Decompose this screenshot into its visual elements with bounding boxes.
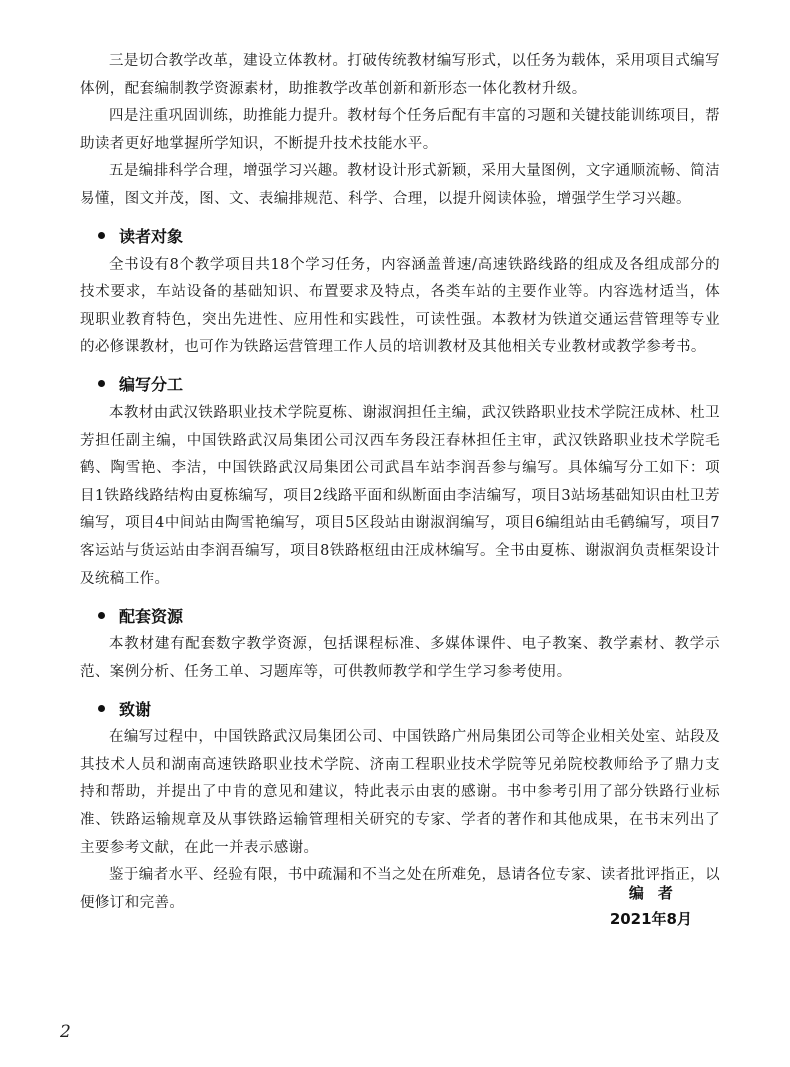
bullet-icon bbox=[98, 705, 105, 712]
bullet-icon bbox=[98, 380, 105, 387]
section-heading-readers bbox=[80, 220, 720, 252]
readers-paragraph: 全书设有8个教学项目共18个学习任务，内容涵盖普速/高速铁路线路的组成及各组成部分的技术要求，车站设备的基础知识、布置要求及特点，各类车站的主要作业等。内容选材适当，体现职业教育特色，突出先进性、应用性和实践性，可读性强。本教材为铁道交通运营管理等专业的必修课教材，也可作为铁路运营管理工作人员的培训教材及其他相关专业教材或教学参考书。 bbox=[80, 256, 720, 356]
intro-paragraph-5: 五是编排科学合理，增强学习兴趣。教材设计形式新颖，采用大量图例，文字通顺流畅、简洁易懂，图文并茂，图、文、表编排规范、科学、合理，以提升阅读体验，增强学生学习兴趣。 bbox=[80, 163, 720, 207]
intro-paragraph-3: 三是切合教学改革，建设立体教材。打破传统教材编写形式，以任务为载体，采用项目式编写体例，配套编制教学资源素材，助推教学改革创新和新形态一体化教材升级。 bbox=[80, 53, 720, 97]
section-heading-label: 读者对象 bbox=[119, 227, 184, 247]
signature-date: 2021年8月 bbox=[609, 910, 692, 928]
authors-paragraph: 本教材由武汉铁路职业技术学院夏栋、谢淑润担任主编，武汉铁路职业技术学院汪成林、杜卫芳担任副主编，中国铁路武汉局集团公司汉西车务段汪春林担任主审，武汉铁路职业技术学院毛鹤、陶雪艳、李洁，中国铁路武汉局集团公司武昌车站李润吾参与编写。具体编写分工如下：项目1铁路线路结构由夏栋编写，项目2线路平面和纵断面由李洁编写，项目3站场基础知识由杜卫芳编写，项目4中间站由陶雪艳编写，项目5区段站由谢淑润编写，项目6编组站由毛鹤编写，项目7客运站与货运站由李润吾编写，项目8铁路枢纽由汪成林编写。全书由夏栋、谢淑润负责框架设计及统稿工作。 bbox=[80, 404, 720, 587]
resources-paragraph: 本教材建有配套数字教学资源，包括课程标准、多媒体课件、电子教案、教学素材、教学示范、案例分析、任务工单、习题库等，可供教师教学和学生学习参考使用。 bbox=[80, 636, 720, 680]
thanks-paragraph: 在编写过程中，中国铁路武汉局集团公司、中国铁路广州局集团公司等企业相关处室、站段及其技术人员和湖南高速铁路职业技术学院、济南工程职业技术学院等兄弟院校教师给予了鼎力支持和帮助，并提出了中肯的意见和建议，特此表示由衷的感谢。书中参考引用了部分铁路行业标准、铁路运输规章及从事铁路运输管理相关研究的专家、学者的著作和其他成果，在书末列出了主要参考文献，在此一并表示感谢。 bbox=[80, 729, 720, 856]
signature-author: 编者 bbox=[628, 884, 687, 902]
bullet-icon bbox=[98, 232, 105, 239]
apology-paragraph: 鉴于编者水平、经验有限，书中疏漏和不当之处在所难免，恳请各位专家、读者批评指正，以便修订和完善。 bbox=[80, 867, 720, 911]
page-number: 2 bbox=[60, 1022, 71, 1042]
section-heading-thanks bbox=[80, 692, 720, 724]
intro-paragraph-4: 四是注重巩固训练，助推能力提升。教材每个任务后配有丰富的习题和关键技能训练项目，帮助读者更好地掌握所学知识，不断提升技术技能水平。 bbox=[80, 108, 720, 152]
page-body bbox=[80, 48, 720, 917]
section-heading-resources bbox=[80, 599, 720, 631]
section-heading-authors bbox=[80, 368, 720, 400]
signature-block bbox=[610, 880, 692, 932]
bullet-icon bbox=[98, 612, 105, 619]
section-heading-label: 致谢 bbox=[119, 699, 152, 719]
section-heading-label: 编写分工 bbox=[119, 375, 184, 395]
section-heading-label: 配套资源 bbox=[119, 606, 184, 626]
